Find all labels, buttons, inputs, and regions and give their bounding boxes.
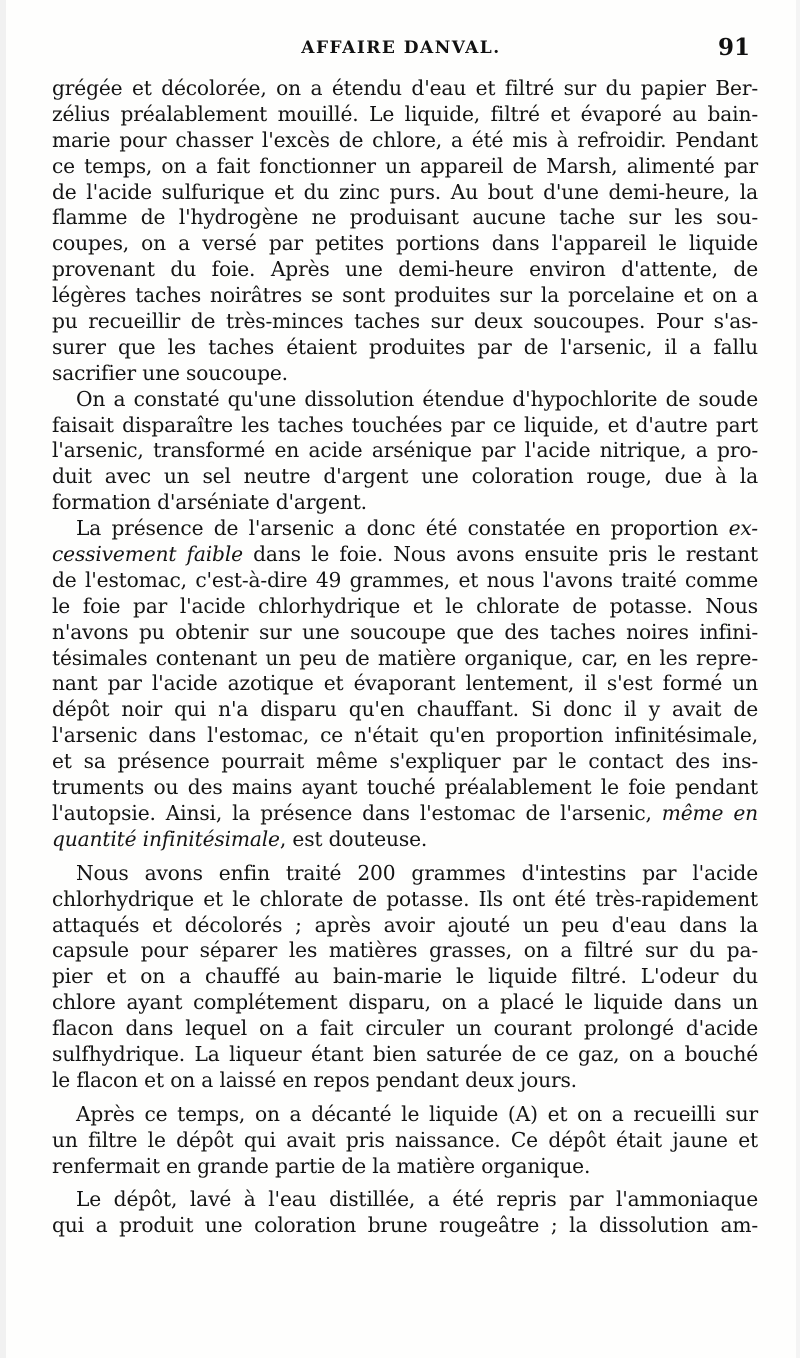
- text-line: qui a produit une coloration brune rougeâtre ; la dissolution am-: [52, 1213, 758, 1238]
- paragraph-3: [52, 516, 758, 853]
- italic-run: même en: [661, 800, 758, 825]
- text-line: zélius préalablement mouillé. Le liquide, filtré et évaporé au bain-: [52, 101, 758, 126]
- text-run: , est douteuse.: [279, 826, 428, 851]
- text-line: surer que les taches étaient produites par de l'arsenic, il a fallu: [52, 334, 758, 359]
- text-line: pier et on a chauffé au bain-marie le liquide filtré. L'odeur du: [52, 964, 758, 989]
- paragraph-2: [52, 387, 758, 516]
- paragraph-1: [52, 76, 758, 387]
- text-line: légères taches noirâtres se sont produites sur la porcelaine et on a: [52, 283, 758, 308]
- text-line: Nous avons enfin traité 200 grammes d'intestins par l'acide: [76, 860, 758, 885]
- text-line: pu recueillir de très-minces taches sur deux soucoupes. Pour s'as-: [52, 309, 758, 334]
- text-run: dans le foie. Nous avons ensuite pris le restant: [253, 542, 758, 567]
- text-line: formation d'arséniate d'argent.: [52, 490, 367, 515]
- text-line: capsule pour séparer les matières grasses, on a filtré sur du pa-: [52, 938, 758, 963]
- text-line: de l'estomac, c'est-à-dire 49 grammes, et nous l'avons traité comme: [52, 567, 758, 592]
- text-line: flamme de l'hydrogène ne produisant aucune tache sur les sou-: [52, 205, 758, 230]
- text-line: truments ou des mains ayant touché préalablement le foie pendant: [52, 775, 758, 800]
- text-line: le foie par l'acide chlorhydrique et le chlorate de potasse. Nous: [52, 593, 758, 618]
- text-line: un filtre le dépôt qui avait pris naissance. Ce dépôt était jaune et: [52, 1127, 758, 1152]
- text-run: La présence de l'arsenic a donc été constatée en proportion: [76, 516, 719, 541]
- text-line: l'arsenic dans l'estomac, ce n'était qu'en proportion infinitésimale,: [52, 723, 758, 748]
- italic-run: ex-: [728, 516, 758, 541]
- text-line: On a constaté qu'une dissolution étendue d'hypochlorite de soude: [76, 386, 758, 411]
- text-line: flacon dans lequel on a fait circuler un courant prolongé d'acide: [52, 1016, 758, 1041]
- text-line: marie pour chasser l'excès de chlore, a été mis à refroidir. Pendant: [52, 127, 758, 152]
- text-line: sulfhydrique. La liqueur étant bien saturée de ce gaz, on a bouché: [52, 1041, 758, 1066]
- text-line: attaqués et décolorés ; après avoir ajouté un peu d'eau dans la: [52, 912, 758, 937]
- text-line: l'arsenic, transformé en acide arsénique par l'acide nitrique, a pro-: [52, 438, 758, 463]
- text-line: [52, 516, 758, 542]
- paragraph-gap: [52, 1094, 758, 1102]
- text-line: dépôt noir qui n'a disparu qu'en chauffant. Si donc il y avait de: [52, 697, 758, 722]
- text-line: renfermait en grande partie de la matière organique.: [52, 1153, 591, 1178]
- text-line: tésimales contenant un peu de matière organique, car, en les repre-: [52, 645, 758, 670]
- text-line: [52, 827, 758, 853]
- text-line: [52, 542, 758, 568]
- text-line: Après ce temps, on a décanté le liquide (A) et on a recueilli sur: [76, 1101, 758, 1126]
- body-text: [52, 76, 758, 1239]
- running-head: AFFAIRE DANVAL.: [301, 38, 501, 58]
- text-line: nant par l'acide azotique et évaporant lentement, il s'est formé un: [52, 671, 758, 696]
- page-header: [52, 30, 750, 70]
- paragraph-gap: [52, 1179, 758, 1187]
- paragraph-6: [52, 1187, 758, 1239]
- text-line: ce temps, on a fait fonctionner un appareil de Marsh, alimenté par: [52, 153, 758, 178]
- text-line: et sa présence pourrait même s'expliquer par le contact des ins-: [52, 749, 758, 774]
- paragraph-5: [52, 1102, 758, 1180]
- text-line: chlorhydrique et le chlorate de potasse. Ils ont été très-rapidement: [52, 886, 758, 911]
- text-line: coupes, on a versé par petites portions dans l'appareil le liquide: [52, 231, 758, 256]
- paragraph-gap: [52, 853, 758, 861]
- italic-run: cessivement faible: [52, 542, 243, 567]
- text-line: chlore ayant complétement disparu, on a placé le liquide dans un: [52, 990, 758, 1015]
- text-line: faisait disparaître les taches touchées par ce liquide, et d'autre part: [52, 412, 758, 437]
- text-line: le flacon et on a laissé en repos pendant deux jours.: [52, 1067, 577, 1092]
- text-run: l'autopsie. Ainsi, la présence dans l'estomac de l'arsenic,: [52, 800, 652, 825]
- text-line: grégée et décolorée, on a étendu d'eau et filtré sur du papier Ber-: [52, 76, 758, 100]
- text-line: Le dépôt, lavé à l'eau distillée, a été repris par l'ammoniaque: [76, 1187, 758, 1212]
- text-line: de l'acide sulfurique et du zinc purs. Au bout d'une demi-heure, la: [52, 179, 758, 204]
- paragraph-4: [52, 861, 758, 1094]
- italic-run: quantité infinitésimale: [52, 826, 280, 851]
- text-line: [52, 801, 758, 827]
- page-number: 91: [717, 34, 750, 61]
- text-line: n'avons pu obtenir sur une soucoupe que des taches noires infini-: [52, 619, 758, 644]
- text-line: provenant du foie. Après une demi-heure environ d'attente, de: [52, 257, 758, 282]
- text-line: duit avec un sel neutre d'argent une coloration rouge, due à la: [52, 464, 758, 489]
- text-line: sacrifier une soucoupe.: [52, 360, 288, 385]
